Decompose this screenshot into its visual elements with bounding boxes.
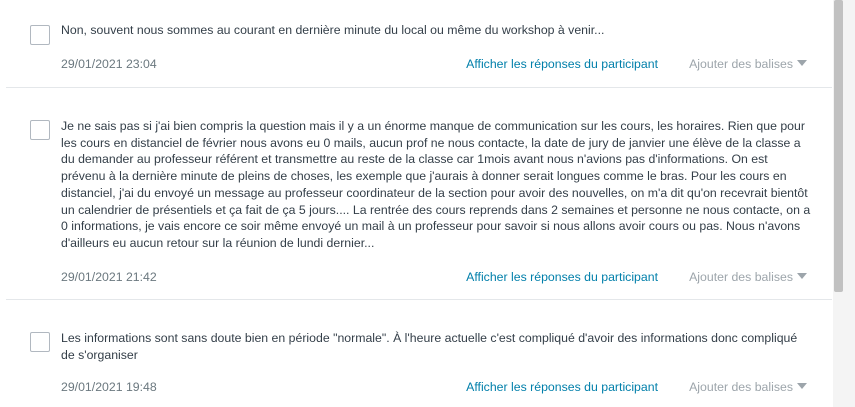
response-text: Je ne sais pas si j'ai bien compris la question mais il y a un énorme manque de communication sur les cours, les horaires. Rien que pour les cours en distanciel de février nous avons eu 0 mails, aucun prof ne nous contacte, la date de jury de janvier une élève de la classe a du demander au professeur référent et transmettre au reste de la classe car 1mois avant nous n'avions pas d'informations. On est prévenu à la dernière minute de pleins de choses, les exemple que j'aurais à donner serait longues comme le bras. Pour les cours en distanciel, j'ai du envoyé un message au professeur coordinateur de la section pour avoir des nouvelles, on m'a dit qu'on recevrait bientôt un calendrier de présentiels et ça fait de ça 5 jours.... La rentrée des cours reprends dans 2 semaines et personne ne nous contacte, on a 0 informations, je vais encore ce soir même envoyé un mail à un professeur pour savoir si nous allons avoir cours ou pas. Nous n'avons d'ailleurs eu aucun retour sur la réunion de lundi dernier... bbox=[61, 119, 811, 250]
view-participant-responses-link[interactable]: Afficher les réponses du participant bbox=[466, 270, 658, 284]
select-response-checkbox[interactable] bbox=[30, 120, 50, 140]
response-date: 29/01/2021 23:04 bbox=[61, 57, 157, 71]
add-tags-dropdown[interactable] bbox=[689, 56, 807, 72]
select-response-checkbox[interactable] bbox=[30, 25, 50, 45]
response-card bbox=[6, 0, 832, 88]
response-meta bbox=[61, 269, 807, 285]
add-tags-label: Ajouter des balises bbox=[689, 270, 793, 284]
response-text: Les informations sont sans doute bien en période "normale". À l'heure actuelle c'est compliqué d'avoir des informations donc compliqué de s'organiser bbox=[61, 331, 798, 362]
view-participant-responses-link[interactable]: Afficher les réponses du participant bbox=[466, 57, 658, 71]
response-meta bbox=[61, 56, 807, 72]
select-response-checkbox[interactable] bbox=[30, 332, 50, 352]
caret-down-icon bbox=[797, 383, 807, 389]
scrollbar-thumb[interactable] bbox=[834, 0, 843, 292]
response-card bbox=[6, 88, 832, 300]
view-participant-responses-link[interactable]: Afficher les réponses du participant bbox=[466, 380, 658, 394]
add-tags-dropdown[interactable] bbox=[689, 269, 807, 285]
response-text: Non, souvent nous sommes au courant en dernière minute du local ou même du workshop à venir... bbox=[61, 23, 605, 37]
add-tags-label: Ajouter des balises bbox=[689, 380, 793, 394]
response-meta bbox=[61, 379, 807, 395]
caret-down-icon bbox=[797, 273, 807, 279]
add-tags-label: Ajouter des balises bbox=[689, 57, 793, 71]
caret-down-icon bbox=[797, 60, 807, 66]
response-date: 29/01/2021 19:48 bbox=[61, 380, 157, 394]
response-date: 29/01/2021 21:42 bbox=[61, 270, 157, 284]
add-tags-dropdown[interactable] bbox=[689, 379, 807, 395]
response-card bbox=[6, 300, 832, 407]
